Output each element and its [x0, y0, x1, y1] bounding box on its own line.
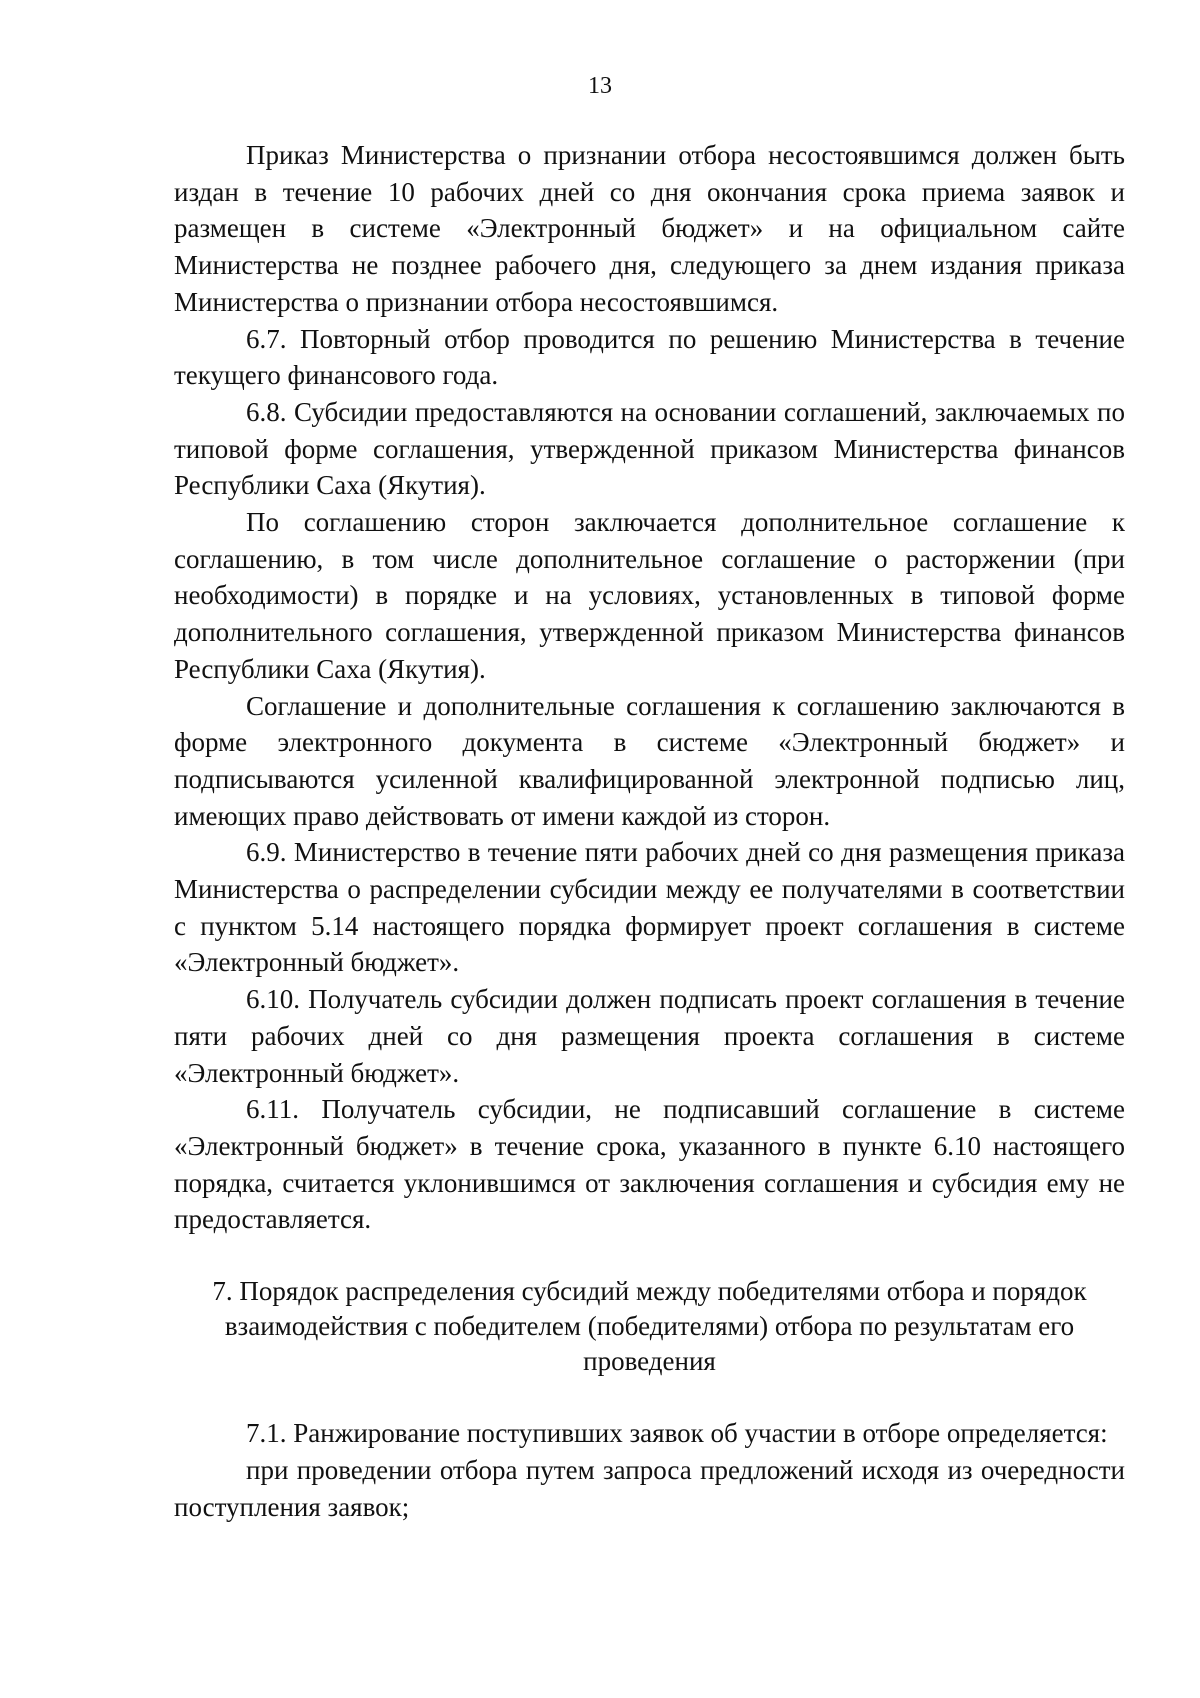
paragraph-7-1: 7.1. Ранжирование поступивших заявок об участии в отборе определяется: [246, 1418, 1108, 1449]
paragraph-6-11: 6.11. Получатель субсидии, не подписавший соглашение в системе «Электронный бюджет» в течение срока, указанного в пункте 6.10 настоящего порядка, считается уклонившимся от заключения соглашения и субсидия ему не предоставляется. [174, 1094, 1125, 1235]
paragraph-recognition-order: Приказ Министерства о признании отбора несостоявшимся должен быть издан в течение 10 рабочих дней со дня окончания срока приема заявок и размещен в системе «Электронный бюджет» и на официальном сайте Министерства не позднее рабочего дня, следующего за днем издания приказа Министерства о признании отбора несостоявшимся. [174, 140, 1125, 317]
paragraph-additional-agreement: По соглашению сторон заключается дополнительное соглашение к соглашению, в том числе дополнительное соглашение о расторжении (при необходимости) в порядке и на условиях, установленных в типовой форме дополнительного соглашения, утвержденной приказом Министерства финансов Республики Саха (Якутия). [174, 507, 1125, 684]
page-number: 13 [588, 73, 612, 99]
paragraph-6-8: 6.8. Субсидии предоставляются на основании соглашений, заключаемых по типовой форме соглашения, утвержденной приказом Министерства финансов Республики Саха (Якутия). [174, 396, 1125, 501]
paragraph-6-10: 6.10. Получатель субсидии должен подписать проект соглашения в течение пяти рабочих дней со дня размещения проекта соглашения в системе «Электронный бюджет». [174, 984, 1125, 1088]
document-body [174, 137, 1125, 1525]
paragraph-electronic-form: Соглашение и дополнительные соглашения к соглашению заключаются в форме электронного документа в системе «Электронный бюджет» и подписываются усиленной квалифицированной электронной подписью лиц, имеющих право действовать от имени каждой из сторон. [174, 690, 1125, 831]
paragraph-6-9: 6.9. Министерство в течение пяти рабочих дней со дня размещения приказа Министерства о распределении субсидии между ее получателями в соответствии с пунктом 5.14 настоящего порядка формирует проект соглашения в системе «Электронный бюджет». [174, 837, 1125, 978]
paragraph-6-7: 6.7. Повторный отбор проводится по решению Министерства в течение текущего финансового года. [174, 323, 1125, 391]
paragraph-request-proposals: при проведении отбора путем запроса предложений исходя из очередности поступления заявок; [174, 1454, 1125, 1522]
section-heading-7: 7. Порядок распределения субсидий между победителями отбора и порядок взаимодействия с победителем (победителями) отбора по результатам его проведения [212, 1276, 1087, 1377]
